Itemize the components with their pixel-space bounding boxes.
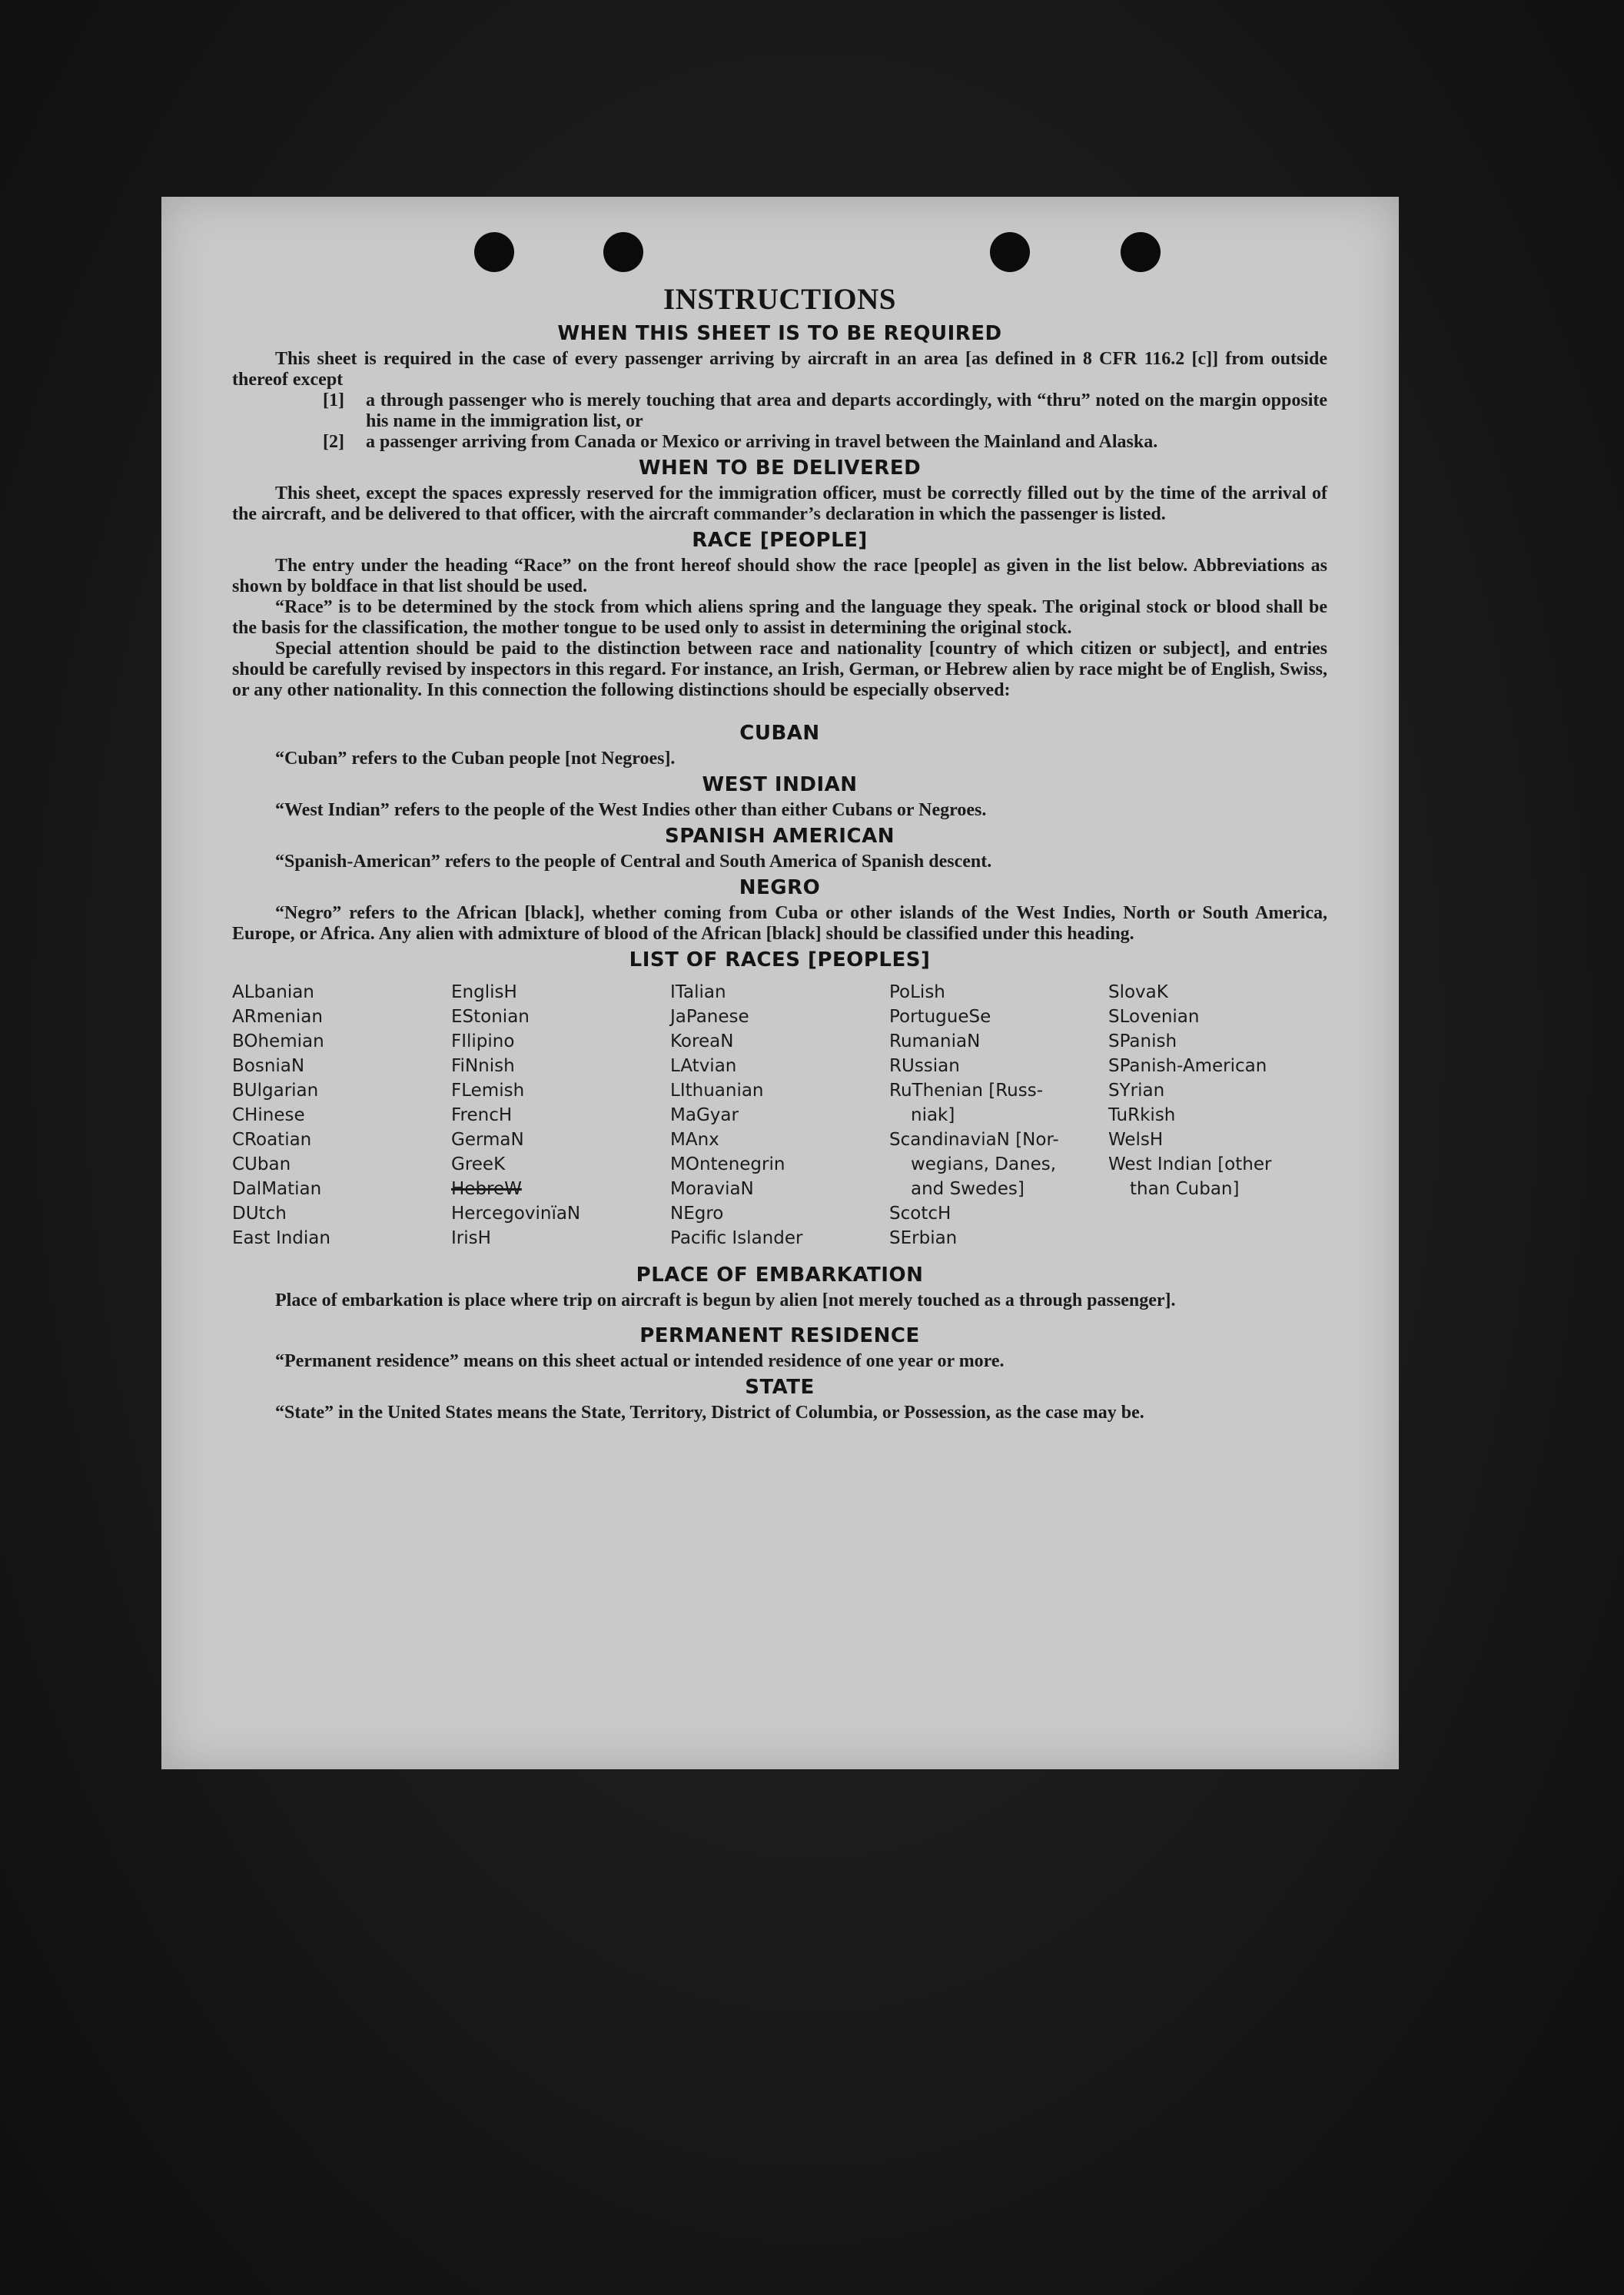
race-entry: FiNnish	[451, 1056, 515, 1076]
heading-cuban: CUBAN	[739, 722, 820, 745]
race-entry: MAnx	[670, 1130, 719, 1150]
race-entry: ALbanian	[232, 982, 314, 1002]
race-entry: KoreaN	[670, 1031, 734, 1051]
heading-negro: NEGRO	[739, 876, 821, 899]
race-entry: WelsH	[1108, 1130, 1164, 1150]
race-entry: CHinese	[232, 1105, 305, 1125]
heading-when-required: WHEN THIS SHEET IS TO BE REQUIRED	[557, 322, 1002, 345]
race-entry: RumaniaN	[889, 1031, 981, 1051]
race-entry: MaGyar	[670, 1105, 739, 1125]
race-entry: BOhemian	[232, 1031, 324, 1051]
race-entry: DalMatian	[232, 1179, 322, 1199]
para-race-2: “Race” is to be determined by the stock from which aliens spring and the language they speak. The original stock or blood shall be the basis for the classification, the mother tongue to be used only to assist in determining the original stock.	[232, 597, 1327, 638]
race-entry-continued: and Swedes]	[911, 1179, 1025, 1199]
para-race-1: The entry under the heading “Race” on the front hereof should show the race [people] as given in the list below. Abbreviations as shown by boldface in that list should be used.	[232, 556, 1327, 596]
race-entry: TuRkish	[1108, 1105, 1176, 1125]
item-text: a passenger arriving from Canada or Mexico or arriving in travel between the Mainland and Alaska.	[366, 432, 1158, 452]
race-entry: ScandinaviaN [Nor-	[889, 1130, 1059, 1150]
punch-hole-3	[990, 232, 1030, 272]
race-entry-continued: niak]	[911, 1105, 955, 1125]
item-text: a through passenger who is merely touching that area and departs accordingly, with “thru” noted on the margin opposite his name in the immigration list, or	[366, 390, 1327, 431]
race-entry: CRoatian	[232, 1130, 312, 1150]
race-entry-struck: HebreW	[451, 1179, 522, 1199]
race-entry: ScotcH	[889, 1204, 951, 1224]
para-west-indian: “West Indian” refers to the people of the West Indies other than either Cubans or Negroes.	[275, 800, 987, 820]
instruction-sheet	[161, 197, 1399, 1769]
race-entry: EnglisH	[451, 982, 517, 1002]
para-embarkation: Place of embarkation is place where trip on aircraft is begun by alien [not merely touched as a through passenger].	[275, 1290, 1176, 1310]
item-number: [1]	[323, 390, 344, 410]
races-column-4	[889, 980, 1108, 1250]
race-entry: CUban	[232, 1154, 291, 1174]
para-permanent-residence: “Permanent residence” means on this sheet actual or intended residence of one year or more.	[275, 1351, 1005, 1371]
document-body	[232, 281, 1327, 1423]
para-spanish-american: “Spanish-American” refers to the people of Central and South America of Spanish descent.	[275, 852, 992, 872]
heading-when-delivered: WHEN TO BE DELIVERED	[638, 457, 922, 480]
race-entry: SPanish-American	[1108, 1056, 1267, 1076]
races-column-2	[451, 980, 670, 1250]
race-entry: SErbian	[889, 1228, 958, 1248]
race-entry: EStonian	[451, 1007, 530, 1027]
page-title: INSTRUCTIONS	[663, 283, 896, 316]
race-entry: FLemish	[451, 1081, 525, 1101]
para-when-required: This sheet is required in the case of every passenger arriving by aircraft in an area [as defined in 8 CFR 116.2 [c]] from outside thereof except	[232, 349, 1327, 390]
heading-west-indian: WEST INDIAN	[702, 773, 858, 796]
heading-race: RACE [PEOPLE]	[692, 529, 868, 552]
race-entry: RUssian	[889, 1056, 960, 1076]
race-entry: RuThenian [Russ-	[889, 1081, 1044, 1101]
races-column-1	[232, 980, 451, 1250]
list-item	[232, 390, 1327, 432]
heading-spanish-american: SPANISH AMERICAN	[665, 825, 895, 848]
para-state: “State” in the United States means the State, Territory, District of Columbia, or Possession, as the case may be.	[275, 1403, 1144, 1423]
race-entry: Pacific Islander	[670, 1228, 803, 1248]
race-entry: PortugueSe	[889, 1007, 991, 1027]
race-entry-continued: wegians, Danes,	[911, 1154, 1057, 1174]
para-negro: “Negro” refers to the African [black], whether coming from Cuba or other islands of the West Indies, North or South America, Europe, or Africa. Any alien with admixture of blood of the African [black] should be classified under this heading.	[232, 903, 1327, 944]
para-race-3: Special attention should be paid to the distinction between race and nationality [country of which citizen or subject], and entries should be carefully revised by inspectors in this regard. For instance, an Irish, German, or Hebrew alien by race might be of English, Swiss, or any other nationality. In this connection the following distinctions should be especially observed:	[232, 639, 1327, 700]
punch-hole-1	[474, 232, 514, 272]
race-entry: East Indian	[232, 1228, 330, 1248]
races-column-3	[670, 980, 889, 1250]
race-entry: FrencH	[451, 1105, 513, 1125]
races-table	[232, 980, 1327, 1250]
race-entry: LIthuanian	[670, 1081, 764, 1101]
race-entry: GermaN	[451, 1130, 524, 1150]
race-entry: MOntenegrin	[670, 1154, 785, 1174]
race-entry: ARmenian	[232, 1007, 323, 1027]
race-entry: LAtvian	[670, 1056, 737, 1076]
race-entry: GreeK	[451, 1154, 506, 1174]
race-entry: IrisH	[451, 1228, 491, 1248]
race-entry: FIlipino	[451, 1031, 515, 1051]
race-entry: SlovaK	[1108, 982, 1168, 1002]
heading-permanent-residence: PERMANENT RESIDENCE	[639, 1324, 920, 1347]
list-item	[232, 432, 1327, 453]
race-entry: JaPanese	[670, 1007, 749, 1027]
race-entry: BosniaN	[232, 1056, 305, 1076]
para-when-delivered: This sheet, except the spaces expressly reserved for the immigration officer, must be correctly filled out by the time of the arrival of the aircraft, and be delivered to that officer, with the aircraft commander’s declaration in which the passenger is listed.	[232, 483, 1327, 524]
race-entry: HercegovinïaN	[451, 1204, 581, 1224]
race-entry: NEgro	[670, 1204, 724, 1224]
races-column-5	[1108, 980, 1327, 1250]
para-cuban: “Cuban” refers to the Cuban people [not Negroes].	[275, 749, 676, 769]
punch-hole-4	[1121, 232, 1161, 272]
race-entry: SYrian	[1108, 1081, 1165, 1101]
race-entry: ITalian	[670, 982, 726, 1002]
race-entry: SLovenian	[1108, 1007, 1200, 1027]
race-entry: DUtch	[232, 1204, 287, 1224]
race-entry: SPanish	[1108, 1031, 1177, 1051]
race-entry: MoraviaN	[670, 1179, 754, 1199]
heading-list-of-races: LIST OF RACES [PEOPLES]	[629, 948, 931, 971]
race-entry: West Indian [other	[1108, 1154, 1272, 1174]
race-entry: BUlgarian	[232, 1081, 319, 1101]
punch-hole-2	[603, 232, 643, 272]
race-entry-continued: than Cuban]	[1130, 1179, 1240, 1199]
item-number: [2]	[323, 432, 344, 452]
heading-embarkation: PLACE OF EMBARKATION	[636, 1264, 924, 1287]
heading-state: STATE	[745, 1376, 815, 1399]
race-entry: PoLish	[889, 982, 945, 1002]
